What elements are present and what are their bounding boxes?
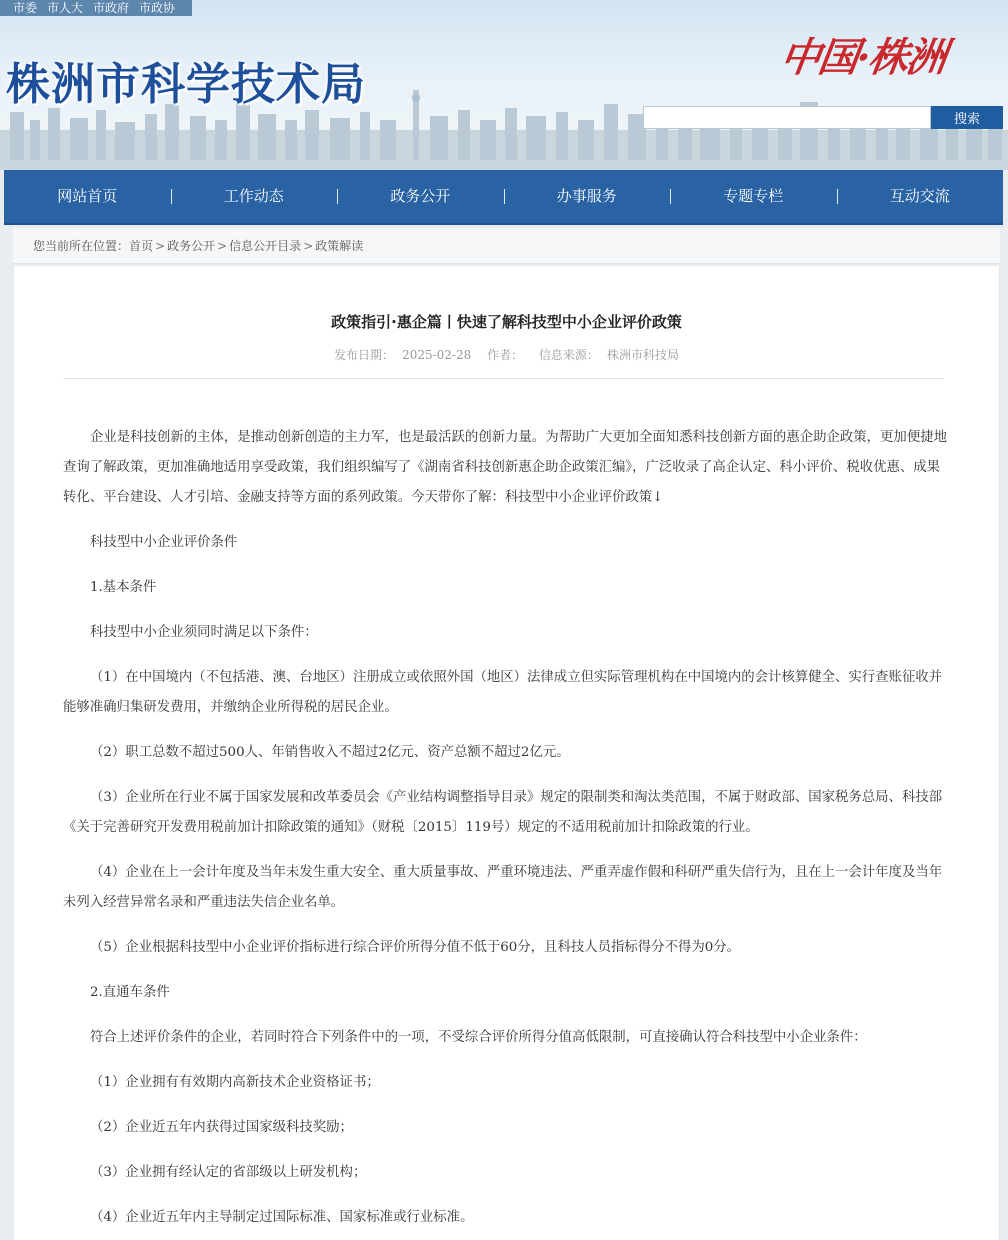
top-link-cppcc[interactable]: 市政协 <box>139 1 176 15</box>
breadcrumb-separator: > <box>303 238 314 253</box>
subsection-heading: 1.基本条件 <box>90 580 157 595</box>
publish-date-field <box>330 348 475 362</box>
paragraph: 科技型中小企业须同时满足以下条件： <box>90 625 318 640</box>
list-item: （2）企业近五年内获得过国家级科技奖励； <box>90 1120 353 1135</box>
nav-item-home[interactable]: 网站首页 <box>57 187 118 205</box>
breadcrumb <box>13 228 1000 264</box>
list-item: （3）企业拥有经认定的省部级以上研发机构； <box>90 1165 367 1180</box>
article-meta <box>14 346 999 363</box>
nav-item-services[interactable]: 办事服务 <box>504 169 671 224</box>
breadcrumb-separator: > <box>217 238 228 253</box>
nav-item-interaction[interactable]: 互动交流 <box>837 169 1004 224</box>
article-title: 政策指引·惠企篇丨快速了解科技型中小企业评价政策 <box>331 313 682 331</box>
list-item: （4）企业近五年内主导制定过国际标准、国家标准或行业标准。 <box>90 1210 474 1225</box>
section-heading: 科技型中小企业评价条件 <box>90 535 238 550</box>
breadcrumb-government-affairs[interactable]: 政务公开 <box>167 239 216 253</box>
breadcrumb-separator: > <box>155 238 166 253</box>
source-field <box>535 348 683 362</box>
list-item: （3）企业所在行业不属于国家发展和改革委员会《产业结构调整指导目录》规定的限制类和淘汰类范围，不属于财政部、国家税务总局、科技部《关于完善研究开发费用税前加计扣除政策的通知》（财税〔2015〕119号）规定的不适用税前加计扣除政策的行业。 <box>63 790 943 835</box>
top-link-municipal-committee[interactable]: 市委 <box>13 1 38 15</box>
site-title[interactable]: 株洲市科学技术局 <box>6 59 366 110</box>
site-header <box>0 0 1008 170</box>
list-item: （5）企业根据科技型中小企业评价指标进行综合评价所得分值不低于60分，且科技人员指标得分不得为0分。 <box>90 940 741 955</box>
search-button[interactable]: 搜索 <box>931 106 1003 129</box>
top-links-bar <box>0 0 192 16</box>
source-label: 信息来源： <box>538 348 599 362</box>
paragraph: 符合上述评价条件的企业，若同时符合下列条件中的一项，不受综合评价所得分值高低限制，可直接确认符合科技型中小企业条件： <box>90 1030 867 1045</box>
nav-item-work-news[interactable]: 工作动态 <box>171 169 338 224</box>
breadcrumb-info-catalog[interactable]: 信息公开目录 <box>229 239 302 253</box>
title-divider <box>63 378 944 379</box>
breadcrumb-prefix: 您当前所在位置： <box>33 239 130 253</box>
source-value: 株洲市科技局 <box>606 348 679 362</box>
top-link-government[interactable]: 市政府 <box>93 1 130 15</box>
breadcrumb-home[interactable]: 首页 <box>129 239 154 253</box>
publish-date: 2025-02-28 <box>402 348 472 362</box>
brand-logo: 中国·株洲 <box>777 34 948 81</box>
nav-item-special-topics[interactable]: 专题专栏 <box>670 169 837 224</box>
main-nav <box>4 170 1003 225</box>
list-item: （1）企业拥有有效期内高新技术企业资格证书； <box>90 1075 380 1090</box>
author-label: 作者： <box>487 348 524 362</box>
list-item: （2）职工总数不超过500人、年销售收入不超过2亿元、资产总额不超过2亿元。 <box>90 745 570 760</box>
list-item: （4）企业在上一会计年度及当年未发生重大安全、重大质量事故、严重环境违法、严重弄虚作假和科研严重失信行为，且在上一会计年度及当年未列入经营异常名录和严重违法失信企业名单。 <box>63 865 943 910</box>
top-link-peoples-congress[interactable]: 市人大 <box>47 1 84 15</box>
article-body <box>63 423 947 1240</box>
subsection-heading: 2.直通车条件 <box>90 985 170 1000</box>
paragraph-intro: 企业是科技创新的主体，是推动创新创造的主力军，也是最活跃的创新力量。为帮助广大更加全面知悉科技创新方面的惠企助企政策，更加便捷地查询了解政策，更加准确地适用享受政策，我们组织编写了《湖南省科技创新惠企助企政策汇编》，广泛收录了高企认定、科小评价、税收优惠、成果转化、平台建设、人才引培、金融支持等方面的系列政策。今天带你了解：科技型中小企业评价政策↓ <box>63 430 947 505</box>
article-container <box>13 266 1000 1240</box>
nav-item-government-affairs[interactable]: 政务公开 <box>337 169 504 224</box>
breadcrumb-policy-interpretation[interactable]: 政策解读 <box>315 239 364 253</box>
list-item: （1）在中国境内（不包括港、澳、台地区）注册成立或依照外国（地区）法律成立但实际管理机构在中国境内的会计核算健全、实行查账征收并能够准确归集研发费用，并缴纳企业所得税的居民企业。 <box>63 670 943 715</box>
search-input[interactable] <box>643 106 931 129</box>
publish-label: 发布日期： <box>334 348 395 362</box>
